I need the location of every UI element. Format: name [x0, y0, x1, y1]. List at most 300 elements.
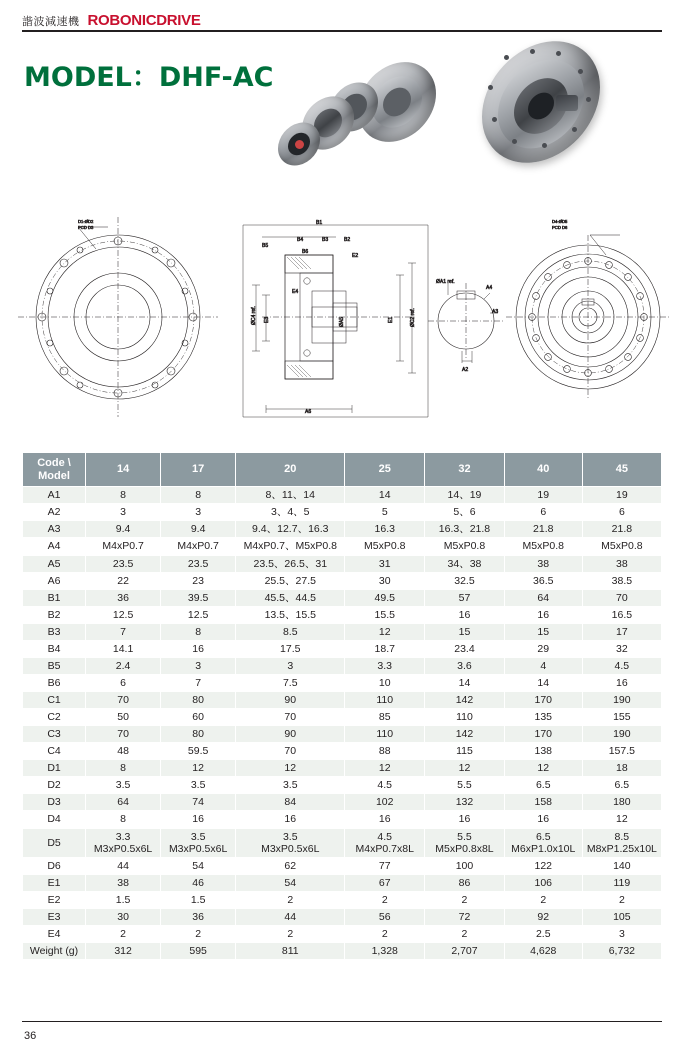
- table-cell: 102: [345, 794, 425, 811]
- table-cell: 811: [236, 942, 345, 959]
- table-cell: 3、4、5: [236, 504, 345, 521]
- table-cell: 105: [582, 908, 661, 925]
- table-row-code: D3: [23, 794, 86, 811]
- table-cell: 8: [86, 760, 161, 777]
- table-cell: M4xP0.7、M5xP0.8: [236, 538, 345, 555]
- table-head: [23, 453, 662, 487]
- table-cell: 135: [504, 709, 582, 726]
- table-cell: 16: [425, 811, 505, 828]
- table-cell: 14、19: [425, 487, 505, 504]
- table-cell: 38.5: [582, 572, 661, 589]
- table-row-code: A1: [23, 487, 86, 504]
- table-cell: 170: [504, 726, 582, 743]
- table-row: [23, 743, 662, 760]
- table-row-code: C4: [23, 743, 86, 760]
- table-cell: 1,328: [345, 942, 425, 959]
- table-row: [23, 857, 662, 874]
- label-a4: A4: [486, 285, 493, 291]
- label-a2: A2: [462, 367, 469, 373]
- table-row: [23, 828, 662, 857]
- table-row: [23, 891, 662, 908]
- table-cell: M5xP0.8: [345, 538, 425, 555]
- label-e4: E4: [292, 289, 299, 295]
- table-cell: M5xP0.8: [425, 538, 505, 555]
- right-view-callout-line2: PCD D6: [552, 225, 568, 230]
- table-row-code: B5: [23, 657, 86, 674]
- table-cell: 170: [504, 692, 582, 709]
- label-b3: B3: [322, 237, 329, 243]
- table-header-model-20: 20: [236, 453, 345, 487]
- table-cell: 140: [582, 857, 661, 874]
- table-cell: 77: [345, 857, 425, 874]
- assembled-bolt-1: [504, 55, 509, 60]
- label-b2: B2: [344, 237, 351, 243]
- table-cell: 9.4、12.7、16.3: [236, 521, 345, 538]
- table-cell: 3: [161, 657, 236, 674]
- table-cell: 16: [582, 674, 661, 691]
- table-cell: M5xP0.8: [504, 538, 582, 555]
- table-cell: 12: [345, 760, 425, 777]
- header-chinese-text: 諧波減速機: [22, 15, 80, 28]
- table-row-code: A2: [23, 504, 86, 521]
- table-cell: 80: [161, 692, 236, 709]
- table-row: [23, 487, 662, 504]
- table-cell: 38: [582, 555, 661, 572]
- table-cell: 74: [161, 794, 236, 811]
- table-cell: 25.5、27.5: [236, 572, 345, 589]
- section-view: [243, 225, 428, 417]
- table-row-code: Weight (g): [23, 942, 86, 959]
- table-cell: 158: [504, 794, 582, 811]
- table-cell: 8: [161, 623, 236, 640]
- table-cell: 38: [86, 874, 161, 891]
- table-cell: M4xP0.7: [161, 538, 236, 555]
- table-row: [23, 726, 662, 743]
- table-cell: 16: [504, 606, 582, 623]
- table-cell: 29: [504, 640, 582, 657]
- header-divider: [22, 30, 662, 32]
- table-cell: 64: [504, 589, 582, 606]
- table-row: [23, 521, 662, 538]
- table-cell: 12: [504, 760, 582, 777]
- table-cell: 110: [345, 726, 425, 743]
- table-cell: 19: [582, 487, 661, 504]
- table-cell: 18: [582, 760, 661, 777]
- table-cell: 16: [504, 811, 582, 828]
- table-cell: 36.5: [504, 572, 582, 589]
- table-cell: 2: [345, 925, 425, 942]
- table-cell: 70: [582, 589, 661, 606]
- table-row: [23, 606, 662, 623]
- table-row-code: B3: [23, 623, 86, 640]
- table-cell: 23.5: [161, 555, 236, 572]
- table-cell: 190: [582, 692, 661, 709]
- table-row: [23, 794, 662, 811]
- table-header-model-32: 32: [425, 453, 505, 487]
- table-cell: 90: [236, 726, 345, 743]
- left-front-view: [18, 217, 218, 417]
- table-cell: 18.7: [345, 640, 425, 657]
- table-row-code: B2: [23, 606, 86, 623]
- table-cell: 8.5 M8xP1.25x10L: [582, 828, 661, 857]
- table-body: [23, 487, 662, 960]
- label-e3: E3: [264, 316, 270, 323]
- table-cell: 23.4: [425, 640, 505, 657]
- table-cell: 2.5: [504, 925, 582, 942]
- table-cell: 23.5、26.5、31: [236, 555, 345, 572]
- table-header-model-40: 40: [504, 453, 582, 487]
- table-cell: 5.5 M5xP0.8x8L: [425, 828, 505, 857]
- table-cell: 92: [504, 908, 582, 925]
- table-cell: 64: [86, 794, 161, 811]
- table-cell: 3: [236, 657, 345, 674]
- table-cell: 16.3: [345, 521, 425, 538]
- table-row-code: D5: [23, 828, 86, 857]
- left-view-callout-line1: D1-ØD2: [78, 219, 94, 224]
- table-cell: 2: [504, 891, 582, 908]
- table-cell: 110: [345, 692, 425, 709]
- table-cell: 142: [425, 692, 505, 709]
- table-cell: 3.3 M3xP0.5x6L: [86, 828, 161, 857]
- table-cell: 9.4: [86, 521, 161, 538]
- assembled-connector: [556, 95, 578, 111]
- table-cell: 60: [161, 709, 236, 726]
- table-row-code: E2: [23, 891, 86, 908]
- table-cell: 12.5: [161, 606, 236, 623]
- table-cell: 142: [425, 726, 505, 743]
- table-row-code: C1: [23, 692, 86, 709]
- table-cell: 70: [86, 726, 161, 743]
- assembled-bolt-6: [572, 127, 577, 132]
- table-cell: 3.5: [236, 777, 345, 794]
- table-cell: 5: [345, 504, 425, 521]
- table-cell: 70: [236, 743, 345, 760]
- table-row: [23, 908, 662, 925]
- table-cell: 7: [86, 623, 161, 640]
- table-row: [23, 760, 662, 777]
- table-cell: 36: [86, 589, 161, 606]
- table-cell: 16: [345, 811, 425, 828]
- table-cell: 16: [161, 640, 236, 657]
- page-title: MODEL：DHF-AC: [24, 62, 274, 93]
- table-row-code: C3: [23, 726, 86, 743]
- table-cell: 312: [86, 942, 161, 959]
- table-cell: 3.3: [345, 657, 425, 674]
- table-row-code: A4: [23, 538, 86, 555]
- table-cell: 10: [345, 674, 425, 691]
- table-row-code: C2: [23, 709, 86, 726]
- table-row-code: E3: [23, 908, 86, 925]
- table-cell: 19: [504, 487, 582, 504]
- table-cell: 4.5 M4xP0.7x8L: [345, 828, 425, 857]
- table-cell: 595: [161, 942, 236, 959]
- table-row: [23, 874, 662, 891]
- table-cell: 8: [161, 487, 236, 504]
- table-cell: 6.5: [582, 777, 661, 794]
- table-row: [23, 504, 662, 521]
- table-header-row: [23, 453, 662, 487]
- table-cell: 48: [86, 743, 161, 760]
- table-cell: 86: [425, 874, 505, 891]
- table-cell: 9.4: [161, 521, 236, 538]
- table-cell: 6: [504, 504, 582, 521]
- shaft-end-view: [428, 281, 504, 363]
- table-cell: 106: [504, 874, 582, 891]
- exploded-assembly-photo: [250, 45, 480, 175]
- specification-table: [22, 452, 662, 960]
- table-row-code: E1: [23, 874, 86, 891]
- assembled-bolt-2: [530, 49, 535, 54]
- table-cell: 4: [504, 657, 582, 674]
- table-cell: 180: [582, 794, 661, 811]
- table-cell: 7: [161, 674, 236, 691]
- table-cell: 30: [345, 572, 425, 589]
- label-b6: B6: [302, 249, 309, 255]
- table-cell: 32.5: [425, 572, 505, 589]
- table-cell: 6,732: [582, 942, 661, 959]
- table-header-model-25: 25: [345, 453, 425, 487]
- table-cell: 84: [236, 794, 345, 811]
- table-cell: 8、11、14: [236, 487, 345, 504]
- table-cell: 6: [582, 504, 661, 521]
- table-cell: 119: [582, 874, 661, 891]
- table-cell: 2: [425, 891, 505, 908]
- table-cell: 34、38: [425, 555, 505, 572]
- table-cell: 16: [236, 811, 345, 828]
- table-cell: 2.4: [86, 657, 161, 674]
- table-cell: 3.6: [425, 657, 505, 674]
- table-cell: 14.1: [86, 640, 161, 657]
- assembled-unit-photo: [460, 35, 660, 180]
- table-row-code: D4: [23, 811, 86, 828]
- right-view-callout-line1: D4-ØD5: [552, 219, 568, 224]
- table-cell: 36: [161, 908, 236, 925]
- table-cell: 1.5: [86, 891, 161, 908]
- page-number: 36: [24, 1030, 37, 1042]
- table-cell: 12: [236, 760, 345, 777]
- table-row-code: D2: [23, 777, 86, 794]
- table-cell: 21.8: [504, 521, 582, 538]
- assembled-bolt-5: [586, 97, 591, 102]
- table-row-code: D1: [23, 760, 86, 777]
- table-cell: 22: [86, 572, 161, 589]
- label-a1: ØA1 ref.: [436, 279, 455, 285]
- table-header-model-14: 14: [86, 453, 161, 487]
- technical-drawings: [0, 195, 684, 440]
- table-cell: 32: [582, 640, 661, 657]
- table-cell: 54: [236, 874, 345, 891]
- table-cell: 5.5: [425, 777, 505, 794]
- table-cell: 5、6: [425, 504, 505, 521]
- table-cell: 17: [582, 623, 661, 640]
- table-cell: 3: [86, 504, 161, 521]
- table-cell: 67: [345, 874, 425, 891]
- left-view-callout-line2: PCD D3: [78, 225, 94, 230]
- table-cell: 7.5: [236, 674, 345, 691]
- table-cell: 2: [161, 925, 236, 942]
- label-a5: ØA5: [339, 316, 345, 327]
- table-row: [23, 657, 662, 674]
- table-cell: 85: [345, 709, 425, 726]
- right-rear-view: [506, 235, 670, 399]
- table-cell: 4.5: [345, 777, 425, 794]
- table-cell: 2: [236, 925, 345, 942]
- table-cell: 2,707: [425, 942, 505, 959]
- table-row: [23, 777, 662, 794]
- table-row: [23, 623, 662, 640]
- assembled-bolt-10: [488, 85, 493, 90]
- table-cell: 190: [582, 726, 661, 743]
- table-cell: 31: [345, 555, 425, 572]
- assembled-bolt-3: [556, 51, 561, 56]
- table-cell: 72: [425, 908, 505, 925]
- table-cell: 14: [504, 674, 582, 691]
- table-cell: 16: [425, 606, 505, 623]
- table-cell: M4xP0.7: [86, 538, 161, 555]
- table-cell: 4,628: [504, 942, 582, 959]
- product-photos: [250, 35, 670, 180]
- assembled-bolt-4: [578, 69, 583, 74]
- table-cell: 88: [345, 743, 425, 760]
- table-cell: 17.5: [236, 640, 345, 657]
- brand-logo-text: ROBONICDRIVE: [87, 12, 201, 29]
- table-cell: 14: [425, 674, 505, 691]
- table-cell: 1.5: [161, 891, 236, 908]
- table-row-code: A6: [23, 572, 86, 589]
- table-row-code: A5: [23, 555, 86, 572]
- table-cell: 110: [425, 709, 505, 726]
- assembled-bolt-8: [512, 139, 517, 144]
- table-row-code: E4: [23, 925, 86, 942]
- table-cell: 44: [86, 857, 161, 874]
- table-cell: 3.5 M3xP0.5x6L: [236, 828, 345, 857]
- table-cell: 21.8: [582, 521, 661, 538]
- page-header: [22, 12, 201, 29]
- table-header-code: Code \ Model: [23, 453, 86, 487]
- table-cell: 80: [161, 726, 236, 743]
- table-cell: 54: [161, 857, 236, 874]
- table-cell: 59.5: [161, 743, 236, 760]
- label-b4: B4: [297, 237, 304, 243]
- label-e1: E1: [388, 316, 394, 323]
- table-cell: 6.5: [504, 777, 582, 794]
- table-cell: 8: [86, 811, 161, 828]
- table-cell: 70: [86, 692, 161, 709]
- table-row: [23, 811, 662, 828]
- table-row: [23, 925, 662, 942]
- table-row: [23, 640, 662, 657]
- table-cell: 23: [161, 572, 236, 589]
- table-cell: 2: [86, 925, 161, 942]
- table-header-model-17: 17: [161, 453, 236, 487]
- table-row-code: D6: [23, 857, 86, 874]
- footer-divider: [22, 1021, 662, 1023]
- table-row: [23, 709, 662, 726]
- table-row: [23, 942, 662, 959]
- table-row-code: A3: [23, 521, 86, 538]
- table-cell: 38: [504, 555, 582, 572]
- label-a6: A6: [305, 409, 312, 415]
- table-cell: 49.5: [345, 589, 425, 606]
- table-row: [23, 555, 662, 572]
- table-row-code: B4: [23, 640, 86, 657]
- table-cell: 14: [345, 487, 425, 504]
- table-row: [23, 692, 662, 709]
- table-cell: 4.5: [582, 657, 661, 674]
- label-a3: A3: [492, 309, 499, 315]
- table-cell: 50: [86, 709, 161, 726]
- table-cell: 3: [582, 925, 661, 942]
- table-header-model-45: 45: [582, 453, 661, 487]
- label-b5: B5: [262, 243, 269, 249]
- table-cell: 6.5 M6xP1.0x10L: [504, 828, 582, 857]
- table-cell: 30: [86, 908, 161, 925]
- table-cell: 15: [425, 623, 505, 640]
- assembled-bolt-7: [542, 143, 547, 148]
- table-cell: 8: [86, 487, 161, 504]
- table-cell: 12: [345, 623, 425, 640]
- table-cell: 46: [161, 874, 236, 891]
- label-e2: E2: [352, 253, 359, 259]
- table-cell: 15.5: [345, 606, 425, 623]
- table-row: [23, 589, 662, 606]
- table-cell: 16.5: [582, 606, 661, 623]
- table-cell: 2: [345, 891, 425, 908]
- table-cell: 132: [425, 794, 505, 811]
- table-cell: 122: [504, 857, 582, 874]
- table-cell: 6: [86, 674, 161, 691]
- drawings-svg: [0, 195, 684, 440]
- table-cell: 12.5: [86, 606, 161, 623]
- table-cell: 12: [161, 760, 236, 777]
- table-cell: 57: [425, 589, 505, 606]
- table-cell: 70: [236, 709, 345, 726]
- table-cell: 115: [425, 743, 505, 760]
- table-cell: 45.5、44.5: [236, 589, 345, 606]
- table-cell: 15: [504, 623, 582, 640]
- table-cell: 16.3、21.8: [425, 521, 505, 538]
- table-cell: 3.5: [86, 777, 161, 794]
- table-cell: 39.5: [161, 589, 236, 606]
- table-cell: 3.5: [161, 777, 236, 794]
- assembled-bolt-9: [492, 117, 497, 122]
- table-cell: 56: [345, 908, 425, 925]
- table-cell: 12: [582, 811, 661, 828]
- table-cell: 16: [161, 811, 236, 828]
- table-cell: 3.5 M3xP0.5x6L: [161, 828, 236, 857]
- table-cell: M5xP0.8: [582, 538, 661, 555]
- table-row: [23, 674, 662, 691]
- table-row: [23, 538, 662, 555]
- table-cell: 2: [425, 925, 505, 942]
- table-cell: 12: [425, 760, 505, 777]
- table-cell: 2: [582, 891, 661, 908]
- label-c2: ØC2 ref.: [410, 308, 416, 327]
- table-cell: 13.5、15.5: [236, 606, 345, 623]
- table-cell: 44: [236, 908, 345, 925]
- table-cell: 8.5: [236, 623, 345, 640]
- label-c4: ØC4 ref.: [251, 306, 257, 325]
- table-cell: 138: [504, 743, 582, 760]
- wave-generator-shaft: [295, 140, 304, 149]
- table-cell: 90: [236, 692, 345, 709]
- table-cell: 157.5: [582, 743, 661, 760]
- table-cell: 23.5: [86, 555, 161, 572]
- table-cell: 3: [161, 504, 236, 521]
- label-b1: B1: [316, 220, 323, 226]
- table-row-code: B6: [23, 674, 86, 691]
- table-cell: 2: [236, 891, 345, 908]
